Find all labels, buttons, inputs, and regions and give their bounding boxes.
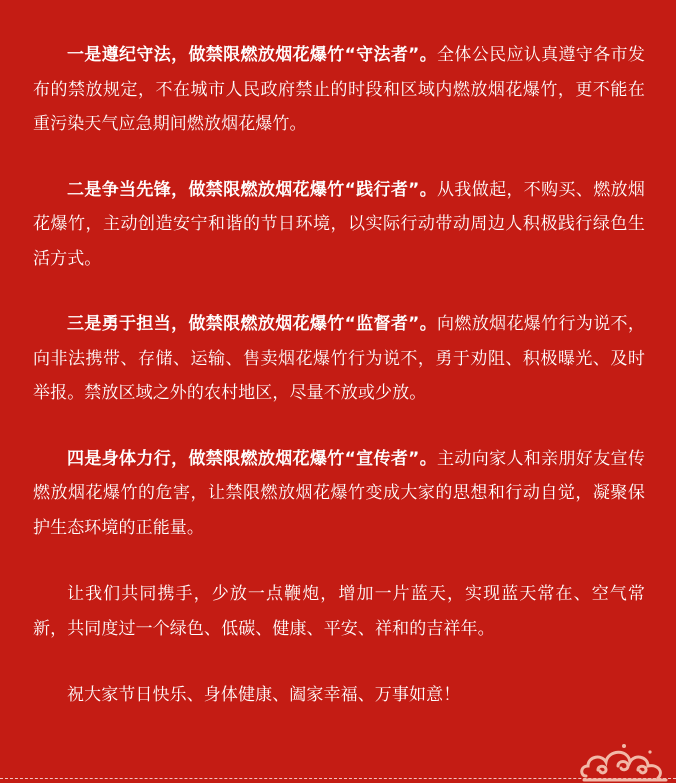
- paragraph-text: 向燃放烟花爆竹行为说不，向非法携带、存储、运输、售卖烟花爆竹行为说不，勇于劝阻、积极曝光、及时举报。禁放区域之外的农村地区，尽量不放或少放。: [33, 314, 645, 403]
- paragraph-promoter: [33, 442, 645, 546]
- paragraph-text: 从我做起，不购买、燃放烟花爆竹，主动创造安宁和谐的节日环境，以实际行动带动周边人积极践行绿色生活方式。: [33, 179, 645, 269]
- paragraph-lead: 三是勇于担当，做禁限燃放烟花爆竹“监督者”。: [67, 314, 438, 334]
- paragraph-text: 全体公民应认真遵守各市发布的禁放规定，不在城市人民政府禁止的时段和区域内燃放烟花爆竹，更不能在重污染天气应急期间燃放烟花爆竹。: [33, 45, 645, 134]
- paragraph-text: 主动向家人和亲朋好友宣传燃放烟花爆竹的危害，让禁限燃放烟花爆竹变成大家的思想和行动自觉，凝聚保护生态环境的正能量。: [33, 448, 645, 538]
- paragraph-supervisor: [33, 307, 645, 411]
- paragraph-lead: 四是身体力行，做禁限燃放烟花爆竹“宣传者”。: [67, 448, 438, 469]
- paragraph-practitioner: [33, 173, 645, 277]
- paragraph-lead: 二是争当先锋，做禁限燃放烟花爆竹“践行者”。: [67, 179, 438, 200]
- paragraph-lead: 一是遵纪守法，做禁限燃放烟花爆竹“守法者”。: [67, 45, 438, 65]
- article-body: [33, 38, 645, 747]
- paragraph-law-abiding: [33, 38, 645, 142]
- paragraph-closing: 让我们共同携手，少放一点鞭炮，增加一片蓝天，实现蓝天常在、空气常新，共同度过一个绿色、低碳、健康、平安、祥和的吉祥年。: [33, 584, 645, 639]
- dashed-divider: [0, 778, 676, 779]
- paragraph-wishes: 祝大家节日快乐、身体健康、阖家幸福、万事如意！: [67, 685, 461, 705]
- auspicious-cloud-icon: [578, 736, 672, 783]
